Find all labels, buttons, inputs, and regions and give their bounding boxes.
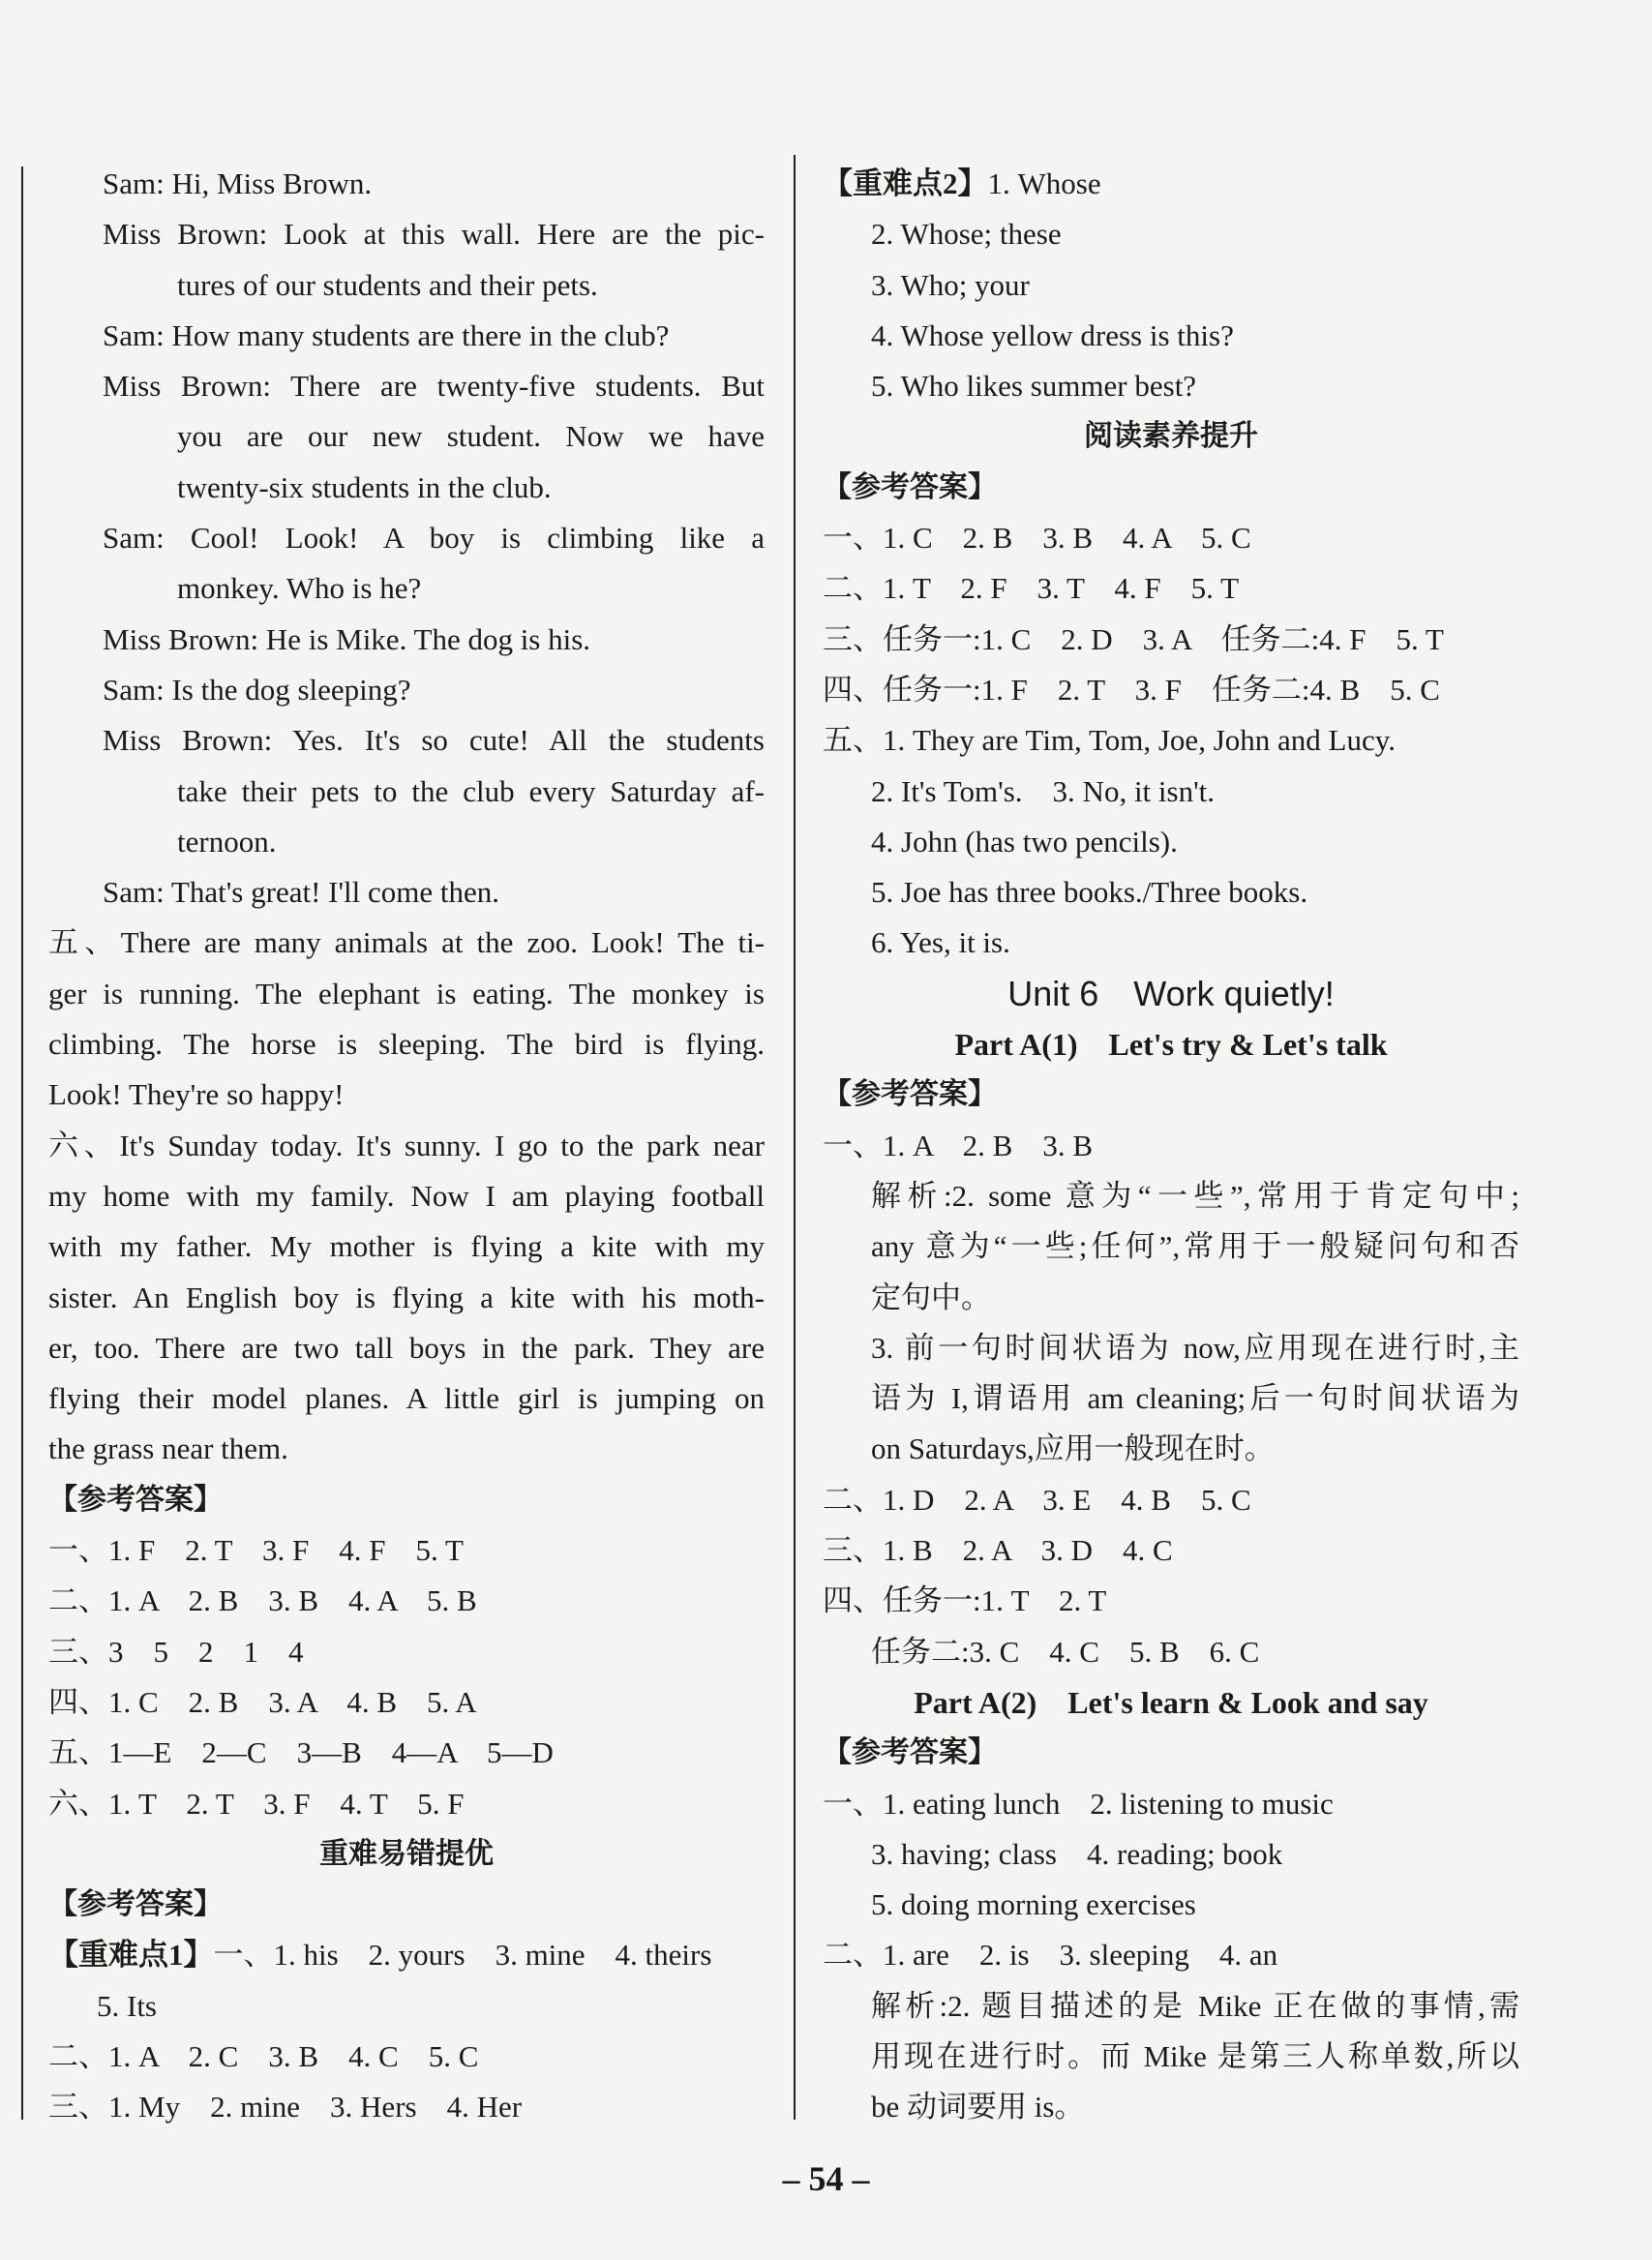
text-line — [823, 665, 1519, 715]
line-text: 4. John (has two pencils). — [871, 824, 1178, 859]
line-text: 5. Joe has three books./Three books. — [871, 875, 1308, 910]
text-line — [823, 1525, 1519, 1576]
text-line — [823, 867, 1519, 918]
text-line — [48, 361, 765, 411]
text-line — [48, 311, 765, 361]
text-line — [823, 1424, 1519, 1474]
text-line — [48, 159, 765, 209]
text-line — [48, 1981, 765, 2032]
line-text: 2. Whose; these — [871, 217, 1062, 252]
line-text: 5. Who likes summer best? — [871, 369, 1197, 404]
text-line — [823, 1373, 1519, 1424]
text-line — [823, 2082, 1519, 2132]
line-text: tures of our students and their pets. — [177, 267, 598, 302]
text-line — [48, 1677, 765, 1728]
line-text: sister. An English boy is flying a kite with his moth- — [48, 1280, 765, 1314]
text-line — [823, 615, 1519, 665]
text-line — [48, 209, 765, 259]
line-text: 【参考答案】 — [823, 469, 997, 504]
heading-cn-line — [48, 1880, 765, 1930]
heading-cn-line — [48, 1829, 765, 1880]
line-text: 三、3 5 2 1 4 — [48, 1634, 304, 1669]
line-text: Miss Brown: He is Mike. The dog is his. — [103, 621, 591, 656]
part-title-line — [823, 1019, 1519, 1070]
left-column — [48, 159, 765, 2133]
text-line — [48, 1323, 765, 1373]
line-text: monkey. Who is he? — [177, 571, 422, 606]
line-text: 二、1. A 2. B 3. B 4. A 5. B — [48, 1583, 477, 1618]
column-divider — [794, 155, 796, 2120]
heading-cn-line — [823, 411, 1519, 462]
line-text: 一、1. his 2. yours 3. mine 4. theirs — [213, 1938, 712, 1973]
text-line — [48, 1576, 765, 1626]
line-text: 3. having; class 4. reading; book — [871, 1836, 1283, 1871]
line-text: Part A(2) Let's learn & Look and say — [914, 1684, 1428, 1720]
text-line — [48, 767, 765, 817]
text-line — [48, 563, 765, 614]
text-line — [48, 463, 765, 513]
text-line — [823, 1121, 1519, 1171]
line-text: 任务二:3. C 4. C 5. B 6. C — [871, 1634, 1260, 1669]
line-text: take their pets to the club every Saturday af- — [177, 773, 765, 808]
line-text: my home with my family. Now I am playing football — [48, 1178, 765, 1213]
line-text: 四、任务一:1. F 2. T 3. F 任务二:4. B 5. C — [823, 672, 1440, 707]
line-text: ternoon. — [177, 824, 277, 859]
line-text: ger is running. The elephant is eating. The monkey is — [48, 976, 765, 1010]
text-line — [48, 1627, 765, 1677]
line-text: 五、There are many animals at the zoo. Look! The ti- — [48, 925, 765, 960]
text-line — [823, 1779, 1519, 1829]
text-line — [823, 1221, 1519, 1272]
line-text: flying their model planes. A little girl is jumping on — [48, 1381, 765, 1416]
text-line — [48, 1373, 765, 1424]
line-text: 二、1. A 2. C 3. B 4. C 5. C — [48, 2038, 479, 2073]
text-line — [823, 563, 1519, 614]
text-line — [48, 1221, 765, 1272]
text-line — [48, 715, 765, 766]
text-line — [48, 867, 765, 918]
line-text: Miss Brown: There are twenty-five students. But — [103, 369, 765, 404]
text-line — [823, 1930, 1519, 1980]
line-text: 2. It's Tom's. 3. No, it isn't. — [871, 773, 1216, 808]
heading-cn-line — [48, 1475, 765, 1525]
text-line — [48, 513, 765, 563]
text-line — [823, 159, 1519, 209]
text-line — [48, 1525, 765, 1576]
text-line — [48, 1930, 765, 1980]
line-text: 二、1. D 2. A 3. E 4. B 5. C — [823, 1482, 1251, 1517]
text-line — [48, 1121, 765, 1171]
text-line — [823, 1273, 1519, 1323]
text-line — [823, 1981, 1519, 2032]
text-line — [48, 1273, 765, 1323]
line-text: 四、1. C 2. B 3. A 4. B 5. A — [48, 1684, 477, 1719]
line-text: 【参考答案】 — [48, 1887, 223, 1922]
text-line — [823, 1880, 1519, 1930]
line-text: 5. doing morning exercises — [871, 1887, 1196, 1922]
text-line — [48, 411, 765, 462]
line-text: Look! They're so happy! — [48, 1077, 345, 1112]
text-line — [48, 1424, 765, 1474]
line-text: 语为 I,谓语用 am cleaning;后一句时间状语为 — [871, 1381, 1519, 1416]
line-text: 【参考答案】 — [823, 1077, 997, 1112]
line-text: 【参考答案】 — [48, 1482, 223, 1517]
line-text: Sam: How many students are there in the club? — [103, 317, 670, 352]
heading-cn-line — [823, 1728, 1519, 1778]
line-text: 3. 前一句时间状语为 now,应用现在进行时,主 — [871, 1330, 1519, 1365]
text-line — [48, 1728, 765, 1778]
part-title-line — [823, 1677, 1519, 1728]
text-line — [823, 2032, 1519, 2082]
line-text: Miss Brown: Look at this wall. Here are the pic- — [103, 217, 765, 252]
line-text: with my father. My mother is flying a kite with my — [48, 1229, 765, 1264]
line-text: Sam: Hi, Miss Brown. — [103, 166, 373, 200]
heading-cn-line — [823, 463, 1519, 513]
line-text: 一、1. A 2. B 3. B — [823, 1128, 1094, 1162]
text-line — [823, 260, 1519, 311]
line-text: on Saturdays,应用一般现在时。 — [871, 1431, 1275, 1466]
text-line — [48, 1171, 765, 1221]
line-text: Sam: Is the dog sleeping? — [103, 672, 411, 707]
line-text: 解析:2. some 意为“一些”,常用于肯定句中; — [871, 1178, 1519, 1213]
line-text: 一、1. F 2. T 3. F 4. F 5. T — [48, 1533, 464, 1568]
key-point-tag: 【重难点2】 — [823, 166, 988, 200]
text-line — [823, 361, 1519, 411]
page-number: – 54 – — [782, 2159, 870, 2198]
text-line — [48, 2082, 765, 2132]
line-text: 【参考答案】 — [823, 1735, 997, 1770]
right-column — [823, 159, 1519, 2133]
line-text: be 动词要用 is。 — [871, 2090, 1085, 2124]
text-line — [823, 1627, 1519, 1677]
line-text: 五、1. They are Tim, Tom, Joe, John and Lucy. — [823, 723, 1396, 758]
text-line — [823, 1829, 1519, 1880]
line-text: 二、1. are 2. is 3. sleeping 4. an — [823, 1938, 1278, 1973]
line-text: Unit 6 Work quietly! — [1007, 973, 1335, 1013]
text-line — [48, 817, 765, 867]
text-line — [823, 767, 1519, 817]
text-line — [48, 1070, 765, 1120]
line-text: twenty-six students in the club. — [177, 469, 552, 504]
line-text: Part A(1) Let's try & Let's talk — [954, 1027, 1388, 1063]
line-text: 定句中。 — [871, 1280, 991, 1314]
text-line — [48, 615, 765, 665]
line-text: the grass near them. — [48, 1431, 288, 1466]
text-line — [48, 1779, 765, 1829]
line-text: 三、1. B 2. A 3. D 4. C — [823, 1533, 1173, 1568]
line-text: Sam: That's great! I'll come then. — [103, 875, 500, 910]
text-line — [823, 1323, 1519, 1373]
key-point-tag: 【重难点1】 — [48, 1938, 214, 1973]
text-line — [823, 715, 1519, 766]
line-text: er, too. There are two tall boys in the park. They are — [48, 1330, 765, 1365]
line-text: any 意为“一些;任何”,常用于一般疑问句和否 — [871, 1229, 1519, 1264]
line-text: 六、1. T 2. T 3. F 4. T 5. F — [48, 1786, 465, 1821]
line-text: 一、1. eating lunch 2. listening to music — [823, 1786, 1334, 1821]
text-line — [823, 209, 1519, 259]
line-text: 三、1. My 2. mine 3. Hers 4. Her — [48, 2090, 523, 2124]
heading-cn-line — [823, 1070, 1519, 1120]
line-text: 5. Its — [97, 1988, 157, 2023]
line-text: 五、1—E 2—C 3—B 4—A 5—D — [48, 1735, 554, 1770]
line-text: 四、任务一:1. T 2. T — [823, 1583, 1107, 1618]
text-line — [48, 2032, 765, 2082]
line-text: 1. Whose — [987, 166, 1101, 200]
text-line — [823, 1171, 1519, 1221]
text-line — [48, 665, 765, 715]
line-text: 阅读素养提升 — [1084, 419, 1258, 454]
line-text: 3. Who; your — [871, 267, 1030, 302]
text-line — [823, 1475, 1519, 1525]
text-line — [823, 311, 1519, 361]
text-line — [823, 1576, 1519, 1626]
text-line — [823, 817, 1519, 867]
line-text: 三、任务一:1. C 2. D 3. A 任务二:4. F 5. T — [823, 621, 1444, 656]
line-text: 用现在进行时。而 Mike 是第三人称单数,所以 — [871, 2038, 1519, 2073]
line-text: 二、1. T 2. F 3. T 4. F 5. T — [823, 571, 1240, 606]
line-text: climbing. The horse is sleeping. The bird is flying. — [48, 1027, 765, 1062]
line-text: 4. Whose yellow dress is this? — [871, 317, 1234, 352]
line-text: 一、1. C 2. B 3. B 4. A 5. C — [823, 521, 1251, 556]
line-text: 6. Yes, it is. — [871, 925, 1010, 960]
unit-title-line — [823, 969, 1519, 1019]
line-text: 重难易错提优 — [319, 1836, 494, 1871]
text-line — [48, 969, 765, 1019]
text-line — [48, 1019, 765, 1070]
line-text: 六、It's Sunday today. It's sunny. I go to the park near — [48, 1128, 765, 1162]
text-line — [823, 918, 1519, 968]
text-line — [823, 513, 1519, 563]
line-text: Sam: Cool! Look! A boy is climbing like a — [103, 521, 765, 556]
line-text: you are our new student. Now we have — [177, 419, 765, 454]
left-margin-rule — [21, 166, 23, 2120]
text-line — [48, 260, 765, 311]
text-line — [48, 918, 765, 968]
line-text: Miss Brown: Yes. It's so cute! All the students — [103, 723, 765, 758]
line-text: 解析:2. 题目描述的是 Mike 正在做的事情,需 — [871, 1988, 1519, 2023]
